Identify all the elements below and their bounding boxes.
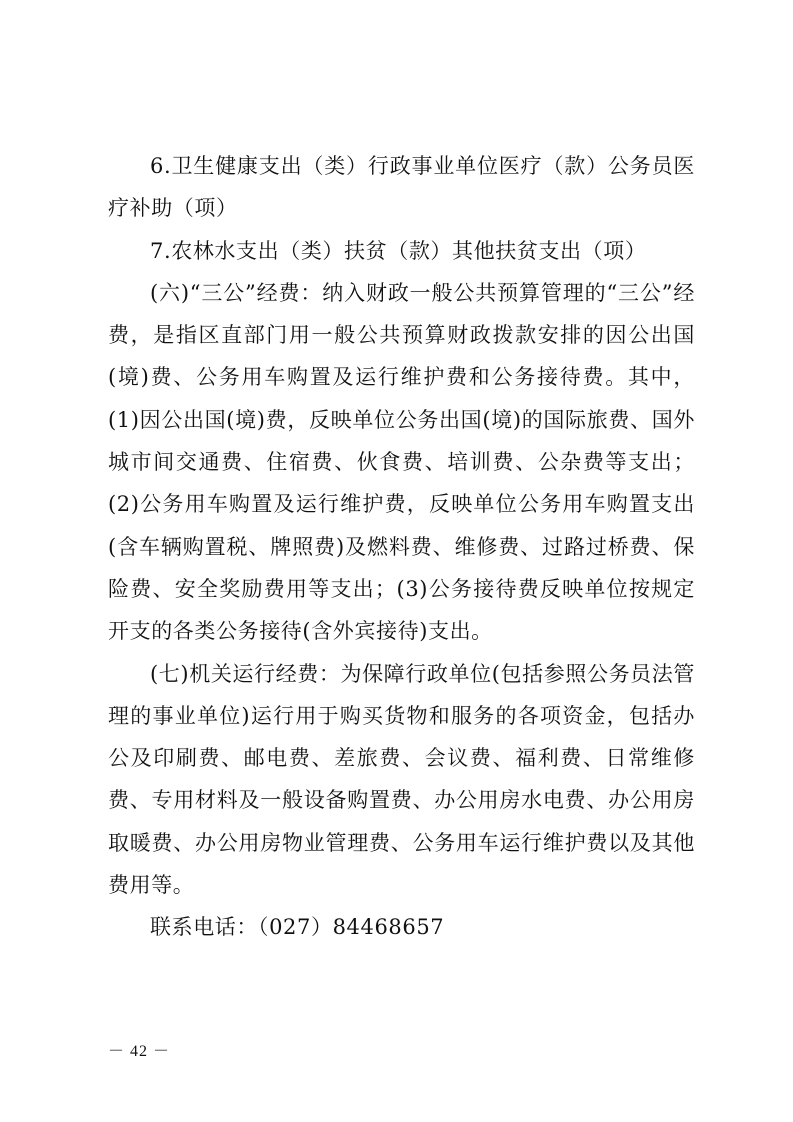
paragraph-health-expenditure: 6.卫生健康支出（类）行政事业单位医疗（款）公务员医疗补助（项） (108, 154, 695, 221)
paragraph-operating-expenses: (七)机关运行经费：为保障行政单位(包括参照公务员法管理的事业单位)运行用于购买货物和服务的各项资金，包括办公及印刷费、邮电费、差旅费、会议费、福利费、日常维修费、专用材料及一般设备购置费、办公用房水电费、办公用房取暖费、办公用房物业管理费、公务用车运行维护费以及其他费用等。 (108, 661, 695, 898)
paragraph-three-public-expenses: (六)“三公”经费：纳入财政一般公共预算管理的“三公”经费，是指区直部门用一般公共预算财政拨款安排的因公出国(境)费、公务用车购置及运行维护费和公务接待费。其中，(1)因公出国(境)费，反映单位公务出国(境)的国际旅费、国外城市间交通费、住宿费、伙食费、培训费、公杂费等支出；(2)公务用车购置及运行维护费，反映单位公务用车购置支出(含车辆购置税、牌照费)及燃料费、维修费、过路过桥费、保险费、安全奖励费用等支出；(3)公务接待费反映单位按规定开支的各类公务接待(含外宾接待)支出。 (108, 280, 695, 644)
page-number: － 42 － (108, 1043, 171, 1060)
contact-phone: 联系电话：（027）84468657 (150, 915, 445, 940)
document-body (108, 145, 695, 949)
paragraph-agriculture-expenditure: 7.农林水支出（类）扶贫（款）其他扶贫支出（项） (150, 238, 647, 263)
